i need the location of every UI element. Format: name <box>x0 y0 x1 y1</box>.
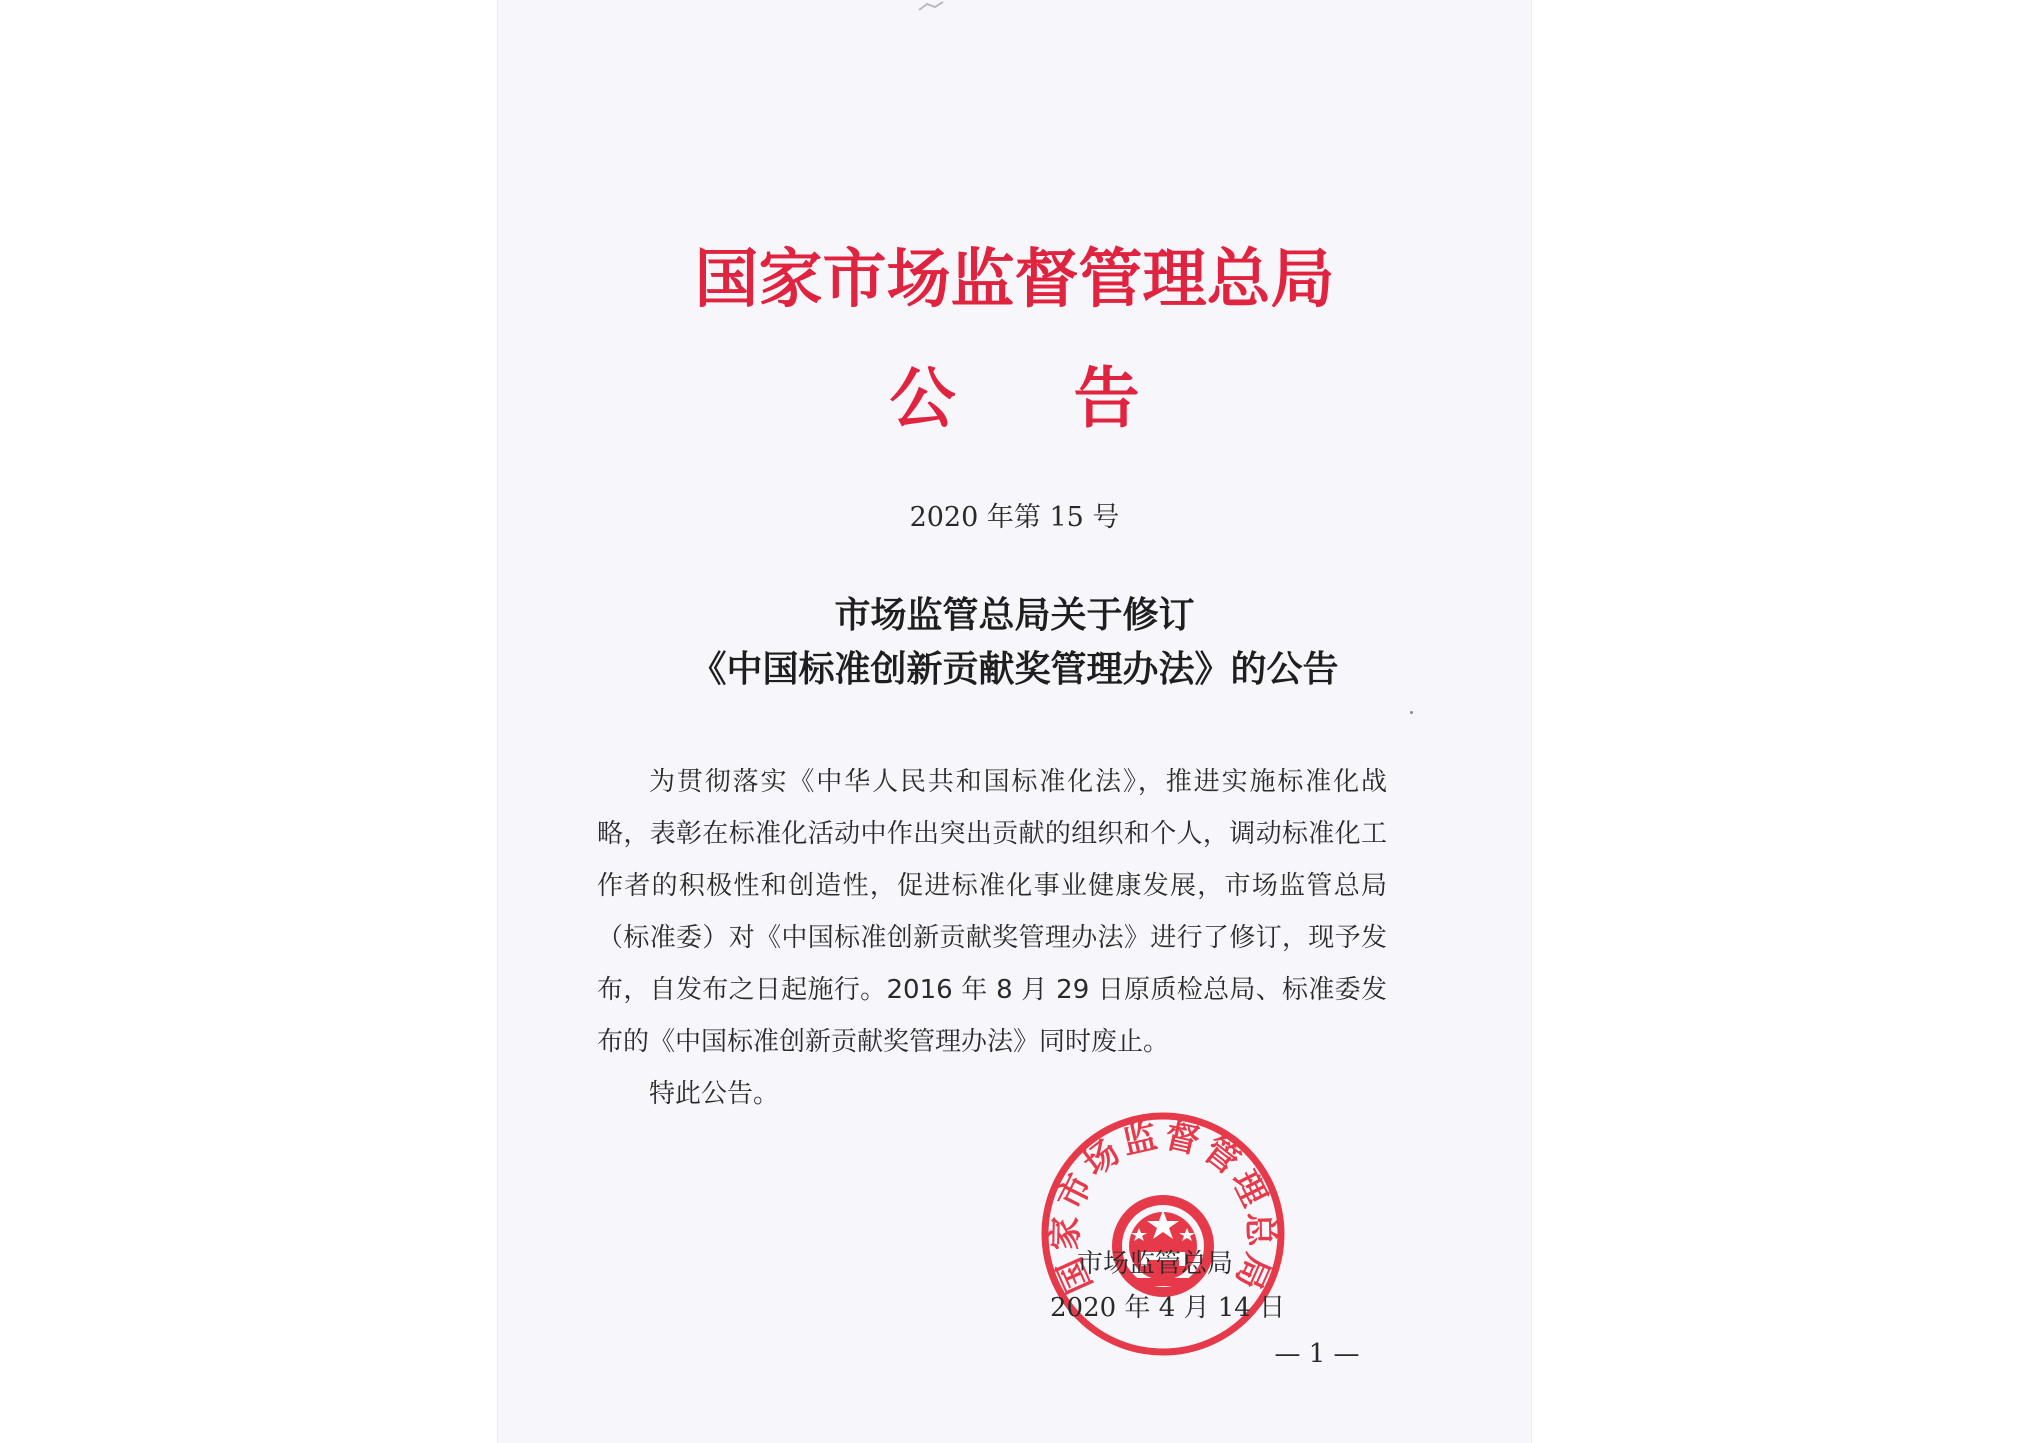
subject-line-1: 市场监管总局关于修订 <box>834 594 1195 636</box>
document-number: 2020 年第 15 号 <box>909 502 1120 533</box>
left-margin <box>0 0 497 1443</box>
organization-title: 国家市场监督管理总局 <box>694 242 1335 317</box>
body-paragraph-2: 特此公告。 <box>649 1079 780 1109</box>
scan-artifact-dot <box>1410 711 1413 714</box>
scan-artifact-mark <box>917 0 947 12</box>
announcement-subject <box>497 588 1532 696</box>
issuing-authority: 市场监管总局 <box>1077 1249 1234 1279</box>
announcement-body <box>597 756 1387 1120</box>
document-page <box>497 0 1532 1443</box>
subject-line-2: 《中国标准创新贡献奖管理办法》的公告 <box>690 648 1339 690</box>
seal-text: 国家市场监督管理总局 <box>1045 1115 1281 1299</box>
body-paragraph-1: 为贯彻落实《中华人民共和国标准化法》，推进实施标准化战略，表彰在标准化活动中作出突出贡献的组织和个人，调动标准化工作者的积极性和创造性，促进标准化事业健康发展，市场监管总局（标准委）对《中国标准创新贡献奖管理办法》进行了修订，现予发布，自发布之日起施行。2016 年 8 月 29 日原质检总局、标准委发布的《中国标准创新贡献奖管理办法》同时废止。 <box>597 767 1387 1057</box>
issue-date: 2020 年 4 月 14 日 <box>1050 1293 1286 1323</box>
page-number: — 1 — <box>1274 1339 1360 1369</box>
document-type-heading: 公告 <box>889 359 1258 437</box>
right-margin <box>1532 0 2028 1443</box>
